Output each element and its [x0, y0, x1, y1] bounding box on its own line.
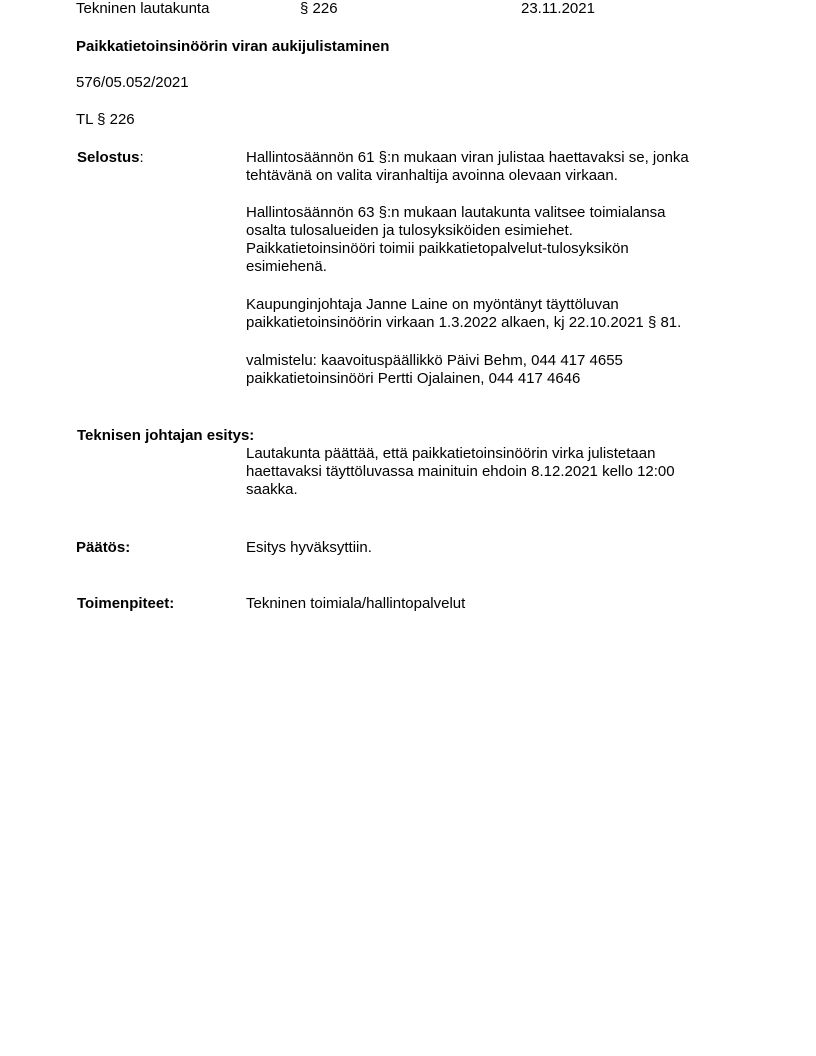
- actions-label: Toimenpiteet:: [77, 595, 175, 612]
- selostus-paragraph-1: [246, 149, 746, 185]
- paragraph-line: tehtävänä on valita viranhaltija avoinna olevaan virkaan.: [246, 167, 618, 184]
- selostus-label: [77, 149, 144, 167]
- proposal-text: [246, 445, 746, 499]
- paragraph-line: Hallintosäännön 63 §:n mukaan lautakunta valitsee toimialansa: [246, 204, 666, 221]
- selostus-paragraph-4: [246, 352, 746, 388]
- paragraph-line: valmistelu: kaavoituspäällikkö Päivi Behm, 044 417 4655: [246, 352, 623, 369]
- paragraph-line: saakka.: [246, 481, 298, 498]
- selostus-paragraph-3: [246, 296, 746, 332]
- paragraph-line: osalta tulosalueiden ja tulosyksiköiden esimiehet.: [246, 222, 573, 239]
- selostus-label-colon: :: [139, 149, 144, 166]
- selostus-label-text: Selostus: [77, 149, 140, 166]
- paragraph-line: Hallintosäännön 61 §:n mukaan viran julistaa haettavaksi se, jonka: [246, 149, 689, 166]
- decision-label: Päätös:: [76, 539, 131, 556]
- paragraph-line: paikkatietoinsinööri Pertti Ojalainen, 044 417 4646: [246, 370, 581, 387]
- decision-text: Esitys hyväksyttiin.: [246, 539, 372, 556]
- selostus-paragraph-2: [246, 204, 746, 276]
- paragraph-line: haettavaksi täyttöluvassa mainituin ehdoin 8.12.2021 kello 12:00: [246, 463, 675, 480]
- header-committee: Tekninen lautakunta: [76, 0, 210, 17]
- paragraph-line: Kaupunginjohtaja Janne Laine on myöntänyt täyttöluvan: [246, 296, 619, 313]
- paragraph-line: esimiehenä.: [246, 258, 327, 275]
- section-reference: TL § 226: [76, 111, 135, 128]
- header-section: § 226: [300, 0, 338, 17]
- header-date: 23.11.2021: [521, 0, 595, 17]
- paragraph-line: Paikkatietoinsinööri toimii paikkatietopalvelut-tulosyksikön: [246, 240, 629, 257]
- document-title: Paikkatietoinsinöörin viran aukijulistaminen: [76, 38, 390, 55]
- paragraph-line: paikkatietoinsinöörin virkaan 1.3.2022 alkaen, kj 22.10.2021 § 81.: [246, 314, 682, 331]
- record-number: 576/05.052/2021: [76, 74, 189, 91]
- proposal-label: Teknisen johtajan esitys:: [77, 427, 255, 444]
- paragraph-line: Lautakunta päättää, että paikkatietoinsinöörin virka julistetaan: [246, 445, 656, 462]
- actions-text: Tekninen toimiala/hallintopalvelut: [246, 595, 466, 612]
